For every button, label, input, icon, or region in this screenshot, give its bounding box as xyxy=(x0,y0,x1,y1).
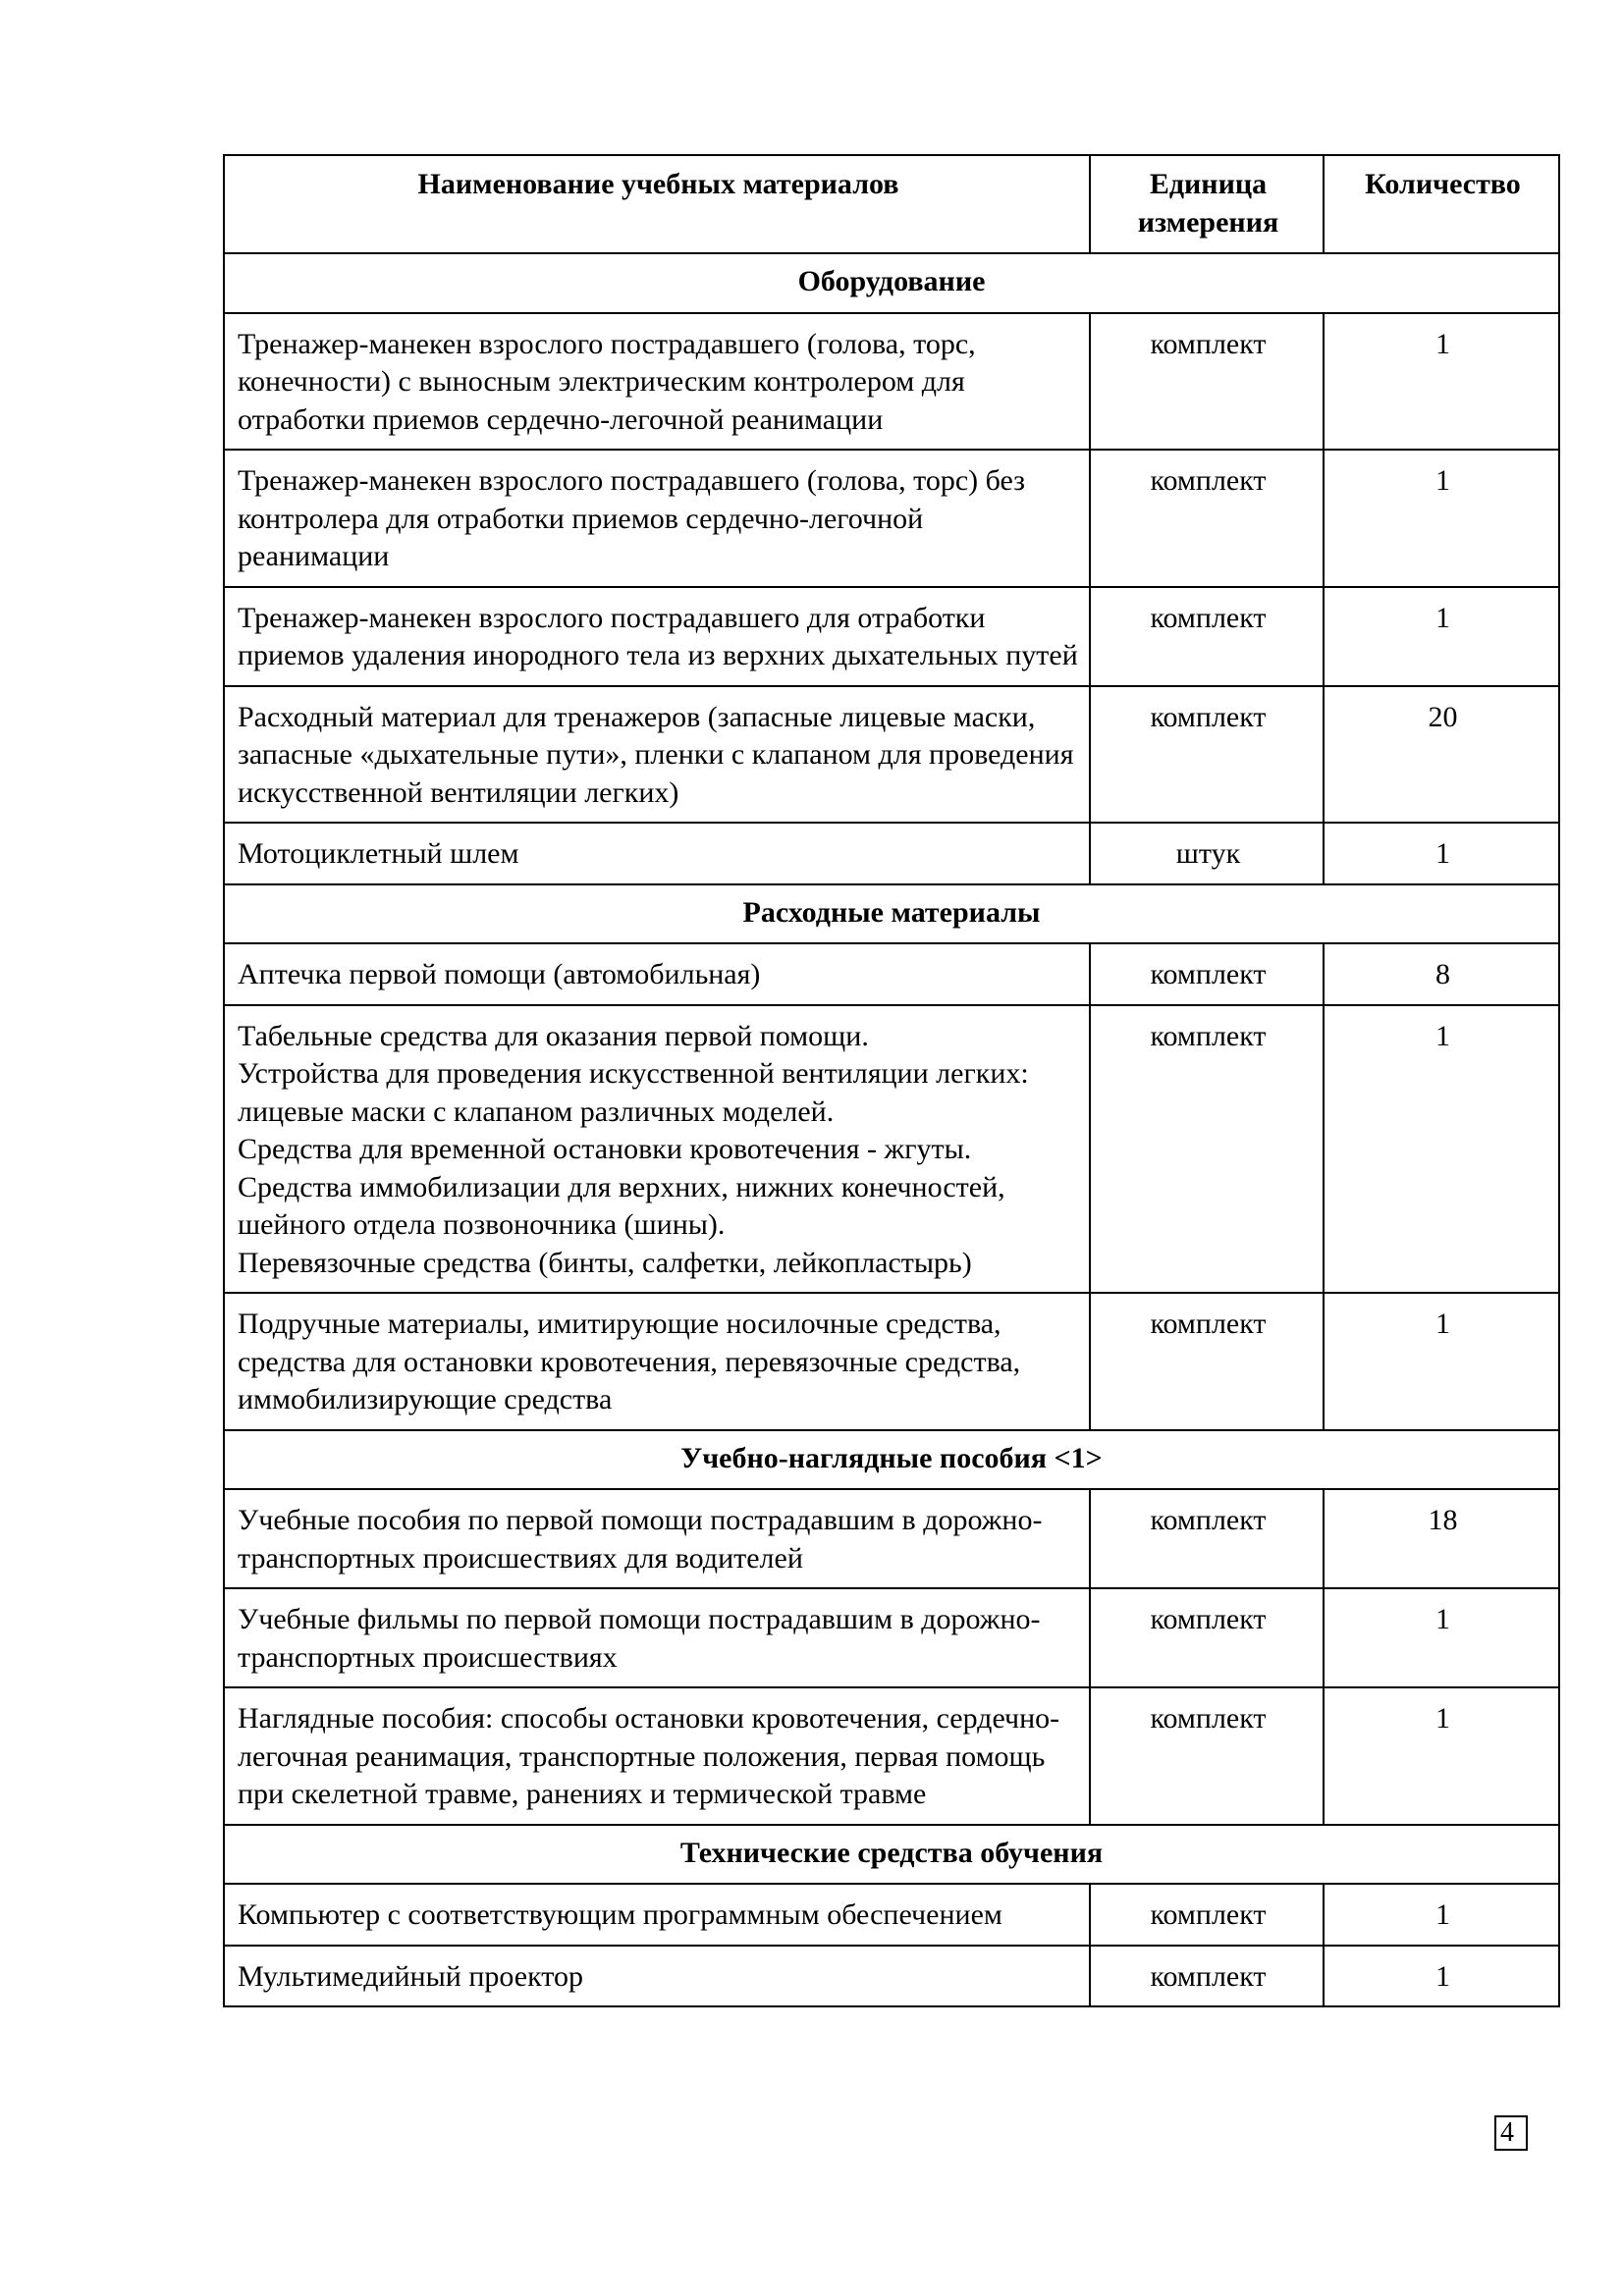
table-row xyxy=(224,1293,1559,1430)
item-unit: комплект xyxy=(1090,1884,1324,1946)
item-quantity: 18 xyxy=(1324,1489,1559,1588)
section-title: Учебно-наглядные пособия <1> xyxy=(224,1430,1559,1490)
item-quantity: 1 xyxy=(1324,1687,1559,1825)
item-name: Мультимедийный проектор xyxy=(224,1946,1090,2007)
item-name: Подручные материалы, имитирующие носилочные средства, средства для остановки кровотечения, перевязочные средства, иммобилизирующие средства xyxy=(224,1293,1090,1430)
item-quantity: 20 xyxy=(1324,686,1559,824)
section-title: Технические средства обучения xyxy=(224,1825,1559,1885)
header-name: Наименование учебных материалов xyxy=(224,155,1090,253)
item-unit: комплект xyxy=(1090,943,1324,1005)
item-unit: комплект xyxy=(1090,1588,1324,1687)
item-unit: комплект xyxy=(1090,1687,1324,1825)
item-quantity: 1 xyxy=(1324,587,1559,686)
item-unit: комплект xyxy=(1090,1489,1324,1588)
item-name: Тренажер-манекен взрослого пострадавшего для отработки приемов удаления инородного тела из верхних дыхательных путей xyxy=(224,587,1090,686)
header-unit: Единица измерения xyxy=(1090,155,1324,253)
item-quantity: 1 xyxy=(1324,1005,1559,1294)
table-row xyxy=(224,823,1559,884)
section-row xyxy=(224,1825,1559,1885)
section-title: Оборудование xyxy=(224,253,1559,313)
page-number: 4 xyxy=(1494,2115,1528,2151)
section-row xyxy=(224,253,1559,313)
table-row xyxy=(224,313,1559,451)
item-unit: комплект xyxy=(1090,587,1324,686)
item-name: Наглядные пособия: способы остановки кровотечения, сердечно-легочная реанимация, транспортные положения, первая помощь при скелетной травме, ранениях и термической травме xyxy=(224,1687,1090,1825)
item-quantity: 1 xyxy=(1324,823,1559,884)
item-name: Учебные фильмы по первой помощи пострадавшим в дорожно-транспортных происшествиях xyxy=(224,1588,1090,1687)
item-name: Учебные пособия по первой помощи пострадавшим в дорожно-транспортных происшествиях для водителей xyxy=(224,1489,1090,1588)
table-row xyxy=(224,587,1559,686)
item-name: Мотоциклетный шлем xyxy=(224,823,1090,884)
item-quantity: 1 xyxy=(1324,1946,1559,2007)
item-name: Табельные средства для оказания первой помощи. Устройства для проведения искусственной вентиляции легких: лицевые маски с клапаном различных моделей. Средства для временной остановки кровотечения - жгуты. Средства иммобилизации для верхних, нижних конечностей, шейного отдела позвоночника (шины). Перевязочные средства (бинты, салфетки, лейкопластырь) xyxy=(224,1005,1090,1294)
item-unit: комплект xyxy=(1090,1293,1324,1430)
item-unit: комплект xyxy=(1090,1005,1324,1294)
table-row xyxy=(224,1489,1559,1588)
table-row xyxy=(224,943,1559,1005)
item-name: Тренажер-манекен взрослого пострадавшего (голова, торс, конечности) с выносным электрическим контролером для отработки приемов сердечно-легочной реанимации xyxy=(224,313,1090,451)
table-row xyxy=(224,450,1559,587)
table-row xyxy=(224,1884,1559,1946)
item-quantity: 1 xyxy=(1324,1884,1559,1946)
item-quantity: 1 xyxy=(1324,313,1559,451)
section-row xyxy=(224,884,1559,944)
item-unit: комплект xyxy=(1090,686,1324,824)
item-name: Компьютер с соответствующим программным обеспечением xyxy=(224,1884,1090,1946)
item-unit: комплект xyxy=(1090,450,1324,587)
item-unit: комплект xyxy=(1090,1946,1324,2007)
item-quantity: 1 xyxy=(1324,1293,1559,1430)
materials-table xyxy=(223,154,1560,2007)
table-row xyxy=(224,1946,1559,2007)
table-row xyxy=(224,686,1559,824)
header-row xyxy=(224,155,1559,253)
section-title: Расходные материалы xyxy=(224,884,1559,944)
item-quantity: 1 xyxy=(1324,1588,1559,1687)
item-name: Тренажер-манекен взрослого пострадавшего (голова, торс) без контролера для отработки приемов сердечно-легочной реанимации xyxy=(224,450,1090,587)
header-quantity: Количество xyxy=(1324,155,1559,253)
section-row xyxy=(224,1430,1559,1490)
item-name: Расходный материал для тренажеров (запасные лицевые маски, запасные «дыхательные пути», пленки с клапаном для проведения искусственной вентиляции легких) xyxy=(224,686,1090,824)
table-row xyxy=(224,1687,1559,1825)
item-quantity: 1 xyxy=(1324,450,1559,587)
item-unit: штук xyxy=(1090,823,1324,884)
table-row xyxy=(224,1005,1559,1294)
item-unit: комплект xyxy=(1090,313,1324,451)
table-row xyxy=(224,1588,1559,1687)
item-name: Аптечка первой помощи (автомобильная) xyxy=(224,943,1090,1005)
item-quantity: 8 xyxy=(1324,943,1559,1005)
